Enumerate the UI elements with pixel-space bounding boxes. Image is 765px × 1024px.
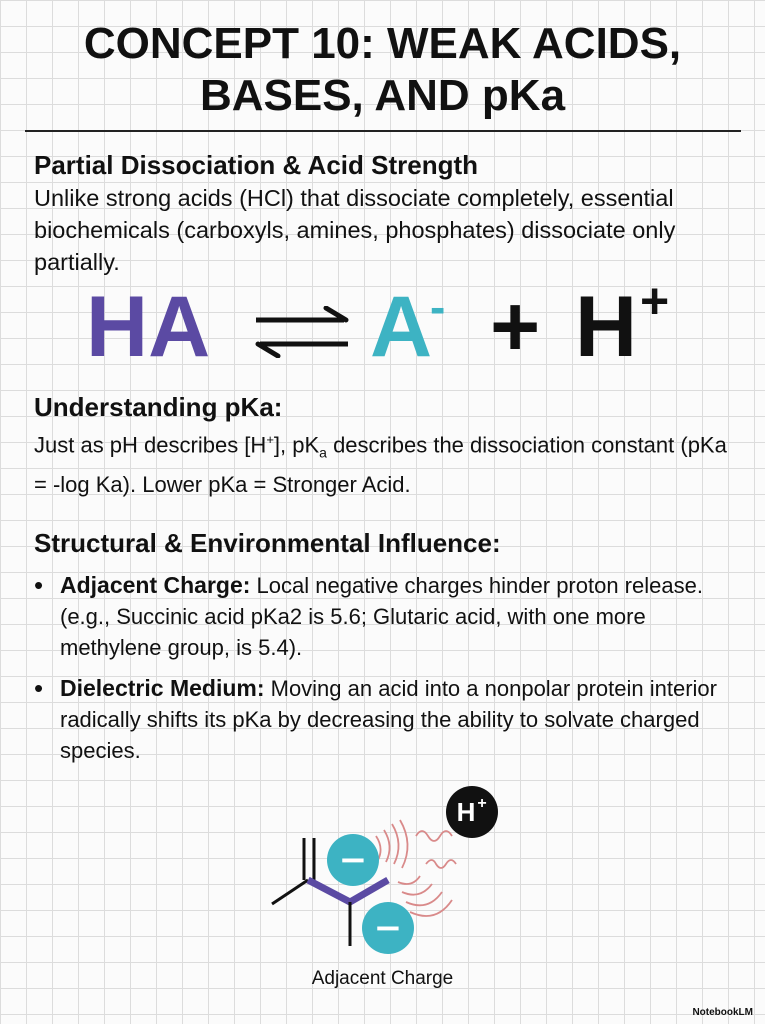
equilibrium-arrows-icon [252,306,352,358]
proton-charge: + [477,795,487,812]
page-title [0,18,765,122]
pka-body-part: describes the dissociation constant (pKa = -log Ka). Lower pKa = Stronger Acid. [34,432,727,497]
proton-label: H [456,797,476,827]
title-divider [25,130,741,132]
section-body-dissociation: Unlike strong acids (HCl) that dissociate completely, essential biochemicals (carboxyls, amines, phosphates) dissociate only partially. [34,185,676,275]
bullet-text: Local negative charges hinder proton release. (e.g., Succinic acid pKa2 is 5.6; Glutaric acid, with one more methylene group, is 5.4). [60,573,703,660]
bullet-term: Adjacent Charge: [60,572,251,598]
bullet-term: Dielectric Medium: [60,675,265,701]
section-heading-influence: Structural & Environmental Influence: [34,528,501,558]
pka-body-sup: + [266,432,274,447]
diagram-caption: Adjacent Charge [311,968,454,989]
equation-anion-charge: - [430,281,446,333]
section-heading-dissociation: Partial Dissociation & Acid Strength [34,150,479,180]
wave-lines-icon [376,820,456,916]
equation-product-anion: A [370,279,433,375]
negative-charge-bottom-symbol: − [373,908,403,948]
title-line-1: CONCEPT 10: WEAK ACIDS, [83,19,682,68]
equation-plus: + [490,279,541,375]
influence-list [34,570,744,776]
dissociation-equation [0,273,765,375]
title-line-2: BASES, AND pKa [199,71,566,120]
pka-body-part: ], pK [273,432,320,458]
list-item [34,673,744,766]
equation-product-proton: H [575,279,638,375]
section-body-pka [34,424,734,500]
list-item [34,570,744,663]
equation-proton-charge: + [640,273,670,329]
pka-body-sub: a [319,444,327,461]
pka-body-part: Just as pH describes [H [34,432,267,458]
equation-reactant: HA [86,279,211,375]
negative-charge-top-symbol: − [338,840,368,880]
bullet-text: Moving an acid into a nonpolar protein interior radically shifts its pKa by decreasing the ability to solvate charged species. [60,676,717,763]
brand-label: NotebookLM [692,1007,753,1018]
section-heading-pka: Understanding pKa: [34,392,283,422]
adjacent-charge-diagram [250,778,530,978]
